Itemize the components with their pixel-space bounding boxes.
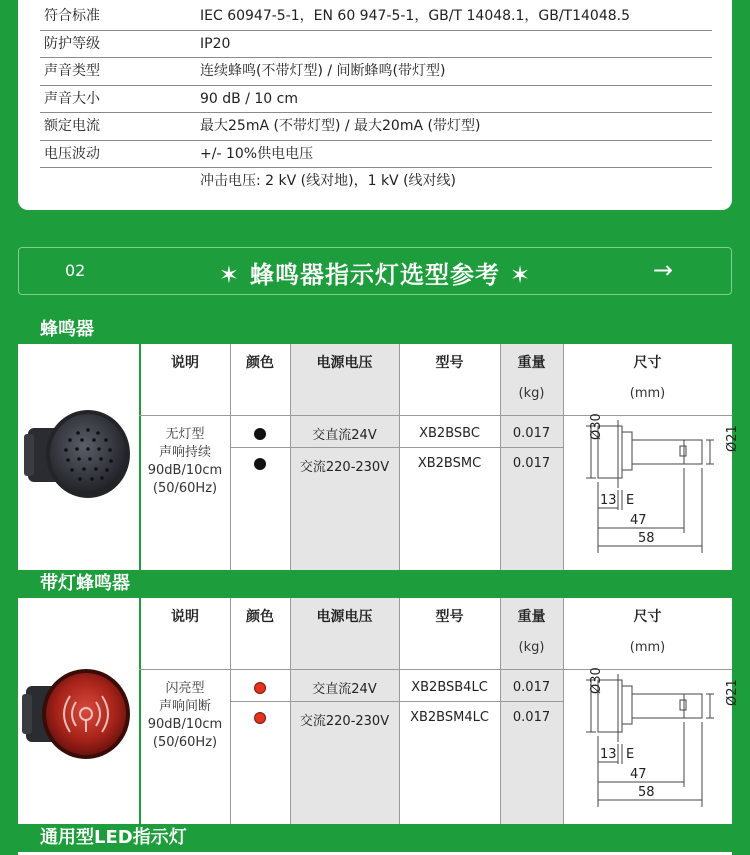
spec-label: 声音大小 [44, 90, 100, 107]
spec-label: 电压波动 [44, 145, 100, 162]
header-weight: 重量 [517, 355, 546, 371]
dim-58: 58 [638, 785, 655, 800]
description: 无灯型 声响持续 90dB/10cm (50/60Hz) [147, 427, 223, 496]
header-model: 型号 [435, 609, 464, 625]
spec-value: 最大25mA (不带灯型) / 最大20mA (带灯型) [200, 118, 481, 134]
weight-cell: 0.017 [512, 710, 551, 725]
dim-13: 13 [600, 747, 617, 762]
spec-value: 冲击电压: 2 kV (线对地)，1 kV (线对线) [200, 173, 456, 189]
dim-d30: Ø30 [589, 413, 604, 440]
spec-value: IEC 60947-5-1，EN 60 947-5-1，GB/T 14048.1，GB/T14048.5 [200, 8, 631, 24]
description: 闪亮型 声响间断 90dB/10cm (50/60Hz) [147, 681, 223, 750]
model-cell: XB2BSB4LC [411, 680, 488, 695]
color-dot-red [254, 682, 266, 694]
dim-13: 13 [600, 493, 617, 508]
header-size-unit: (mm) [629, 386, 666, 401]
spec-label: 声音类型 [44, 63, 100, 79]
section-number: 02 [65, 261, 86, 280]
color-dot-red [254, 712, 266, 724]
table-lamp-buzzer [18, 598, 740, 824]
spec-value: IP20 [200, 35, 231, 52]
spec-row-standard [40, 3, 712, 31]
header-model: 型号 [435, 355, 464, 371]
dim-58: 58 [638, 531, 655, 546]
arrow-right-icon[interactable]: → [652, 256, 673, 284]
panel-title-led: 通用型LED指示灯 [18, 824, 732, 852]
weight-cell: 0.017 [512, 426, 551, 441]
dim-e: E [626, 747, 635, 762]
model-cell: XB2BSM4LC [410, 710, 489, 725]
spec-table [18, 0, 732, 210]
color-dot-black [254, 428, 266, 440]
weight-cell: 0.017 [512, 456, 551, 471]
dimension-drawing [566, 413, 740, 558]
spec-label: 防护等级 [44, 35, 100, 52]
header-voltage: 电源电压 [316, 355, 373, 371]
header-color: 颜色 [246, 355, 274, 371]
header-weight-unit: (kg) [518, 386, 545, 401]
panel-title-lamp-buzzer: 带灯蜂鸣器 [18, 570, 732, 598]
spec-row-volume [40, 86, 712, 114]
spec-value: 连续蜂鸣(不带灯型) / 间断蜂鸣(带灯型) [200, 63, 446, 79]
color-dot-black [254, 458, 266, 470]
section-title [19, 255, 731, 290]
spec-row-current [40, 113, 712, 141]
voltage-cell: 交流220-230V [299, 714, 390, 729]
dim-d21: Ø21 [725, 425, 740, 452]
table-buzzer [18, 344, 740, 570]
spec-value: +/- 10%供电电压 [200, 145, 314, 162]
spec-label: 符合标准 [44, 8, 100, 24]
dim-47: 47 [630, 767, 647, 782]
spec-row-surge [40, 168, 712, 196]
dim-47: 47 [630, 513, 647, 528]
header-weight: 重量 [517, 609, 546, 625]
buzzer-photo [22, 406, 134, 506]
header-size-unit: (mm) [629, 640, 666, 655]
spec-value: 90 dB / 10 cm [200, 90, 298, 107]
star-icon: ✶ [218, 261, 240, 289]
header-voltage: 电源电压 [316, 609, 373, 625]
voltage-cell: 交直流24V [312, 428, 377, 443]
dim-e: E [626, 493, 635, 508]
spec-label: 额定电流 [44, 118, 100, 134]
section-header[interactable] [18, 247, 732, 295]
header-size: 尺寸 [633, 355, 662, 371]
panel-title-buzzer: 蜂鸣器 [18, 316, 732, 344]
header-desc: 说明 [171, 355, 199, 371]
model-cell: XB2BSBC [419, 426, 480, 441]
voltage-cell: 交直流24V [312, 682, 377, 697]
header-desc: 说明 [171, 609, 199, 625]
header-weight-unit: (kg) [518, 640, 545, 655]
spec-row-voltage [40, 141, 712, 169]
header-size: 尺寸 [633, 609, 662, 625]
model-cell: XB2BSMC [417, 456, 482, 471]
dimension-drawing [566, 667, 740, 812]
spec-row-sound-type [40, 58, 712, 86]
weight-cell: 0.017 [512, 680, 551, 695]
header-color: 颜色 [246, 609, 274, 625]
star-icon: ✶ [510, 261, 532, 289]
dim-d21: Ø21 [725, 679, 740, 706]
dim-d30: Ø30 [589, 667, 604, 694]
lamp-buzzer-photo [22, 666, 134, 766]
spec-row-protection [40, 31, 712, 59]
section-title-text: 蜂鸣器指示灯选型参考 [250, 261, 500, 289]
voltage-cell: 交流220-230V [299, 460, 390, 475]
